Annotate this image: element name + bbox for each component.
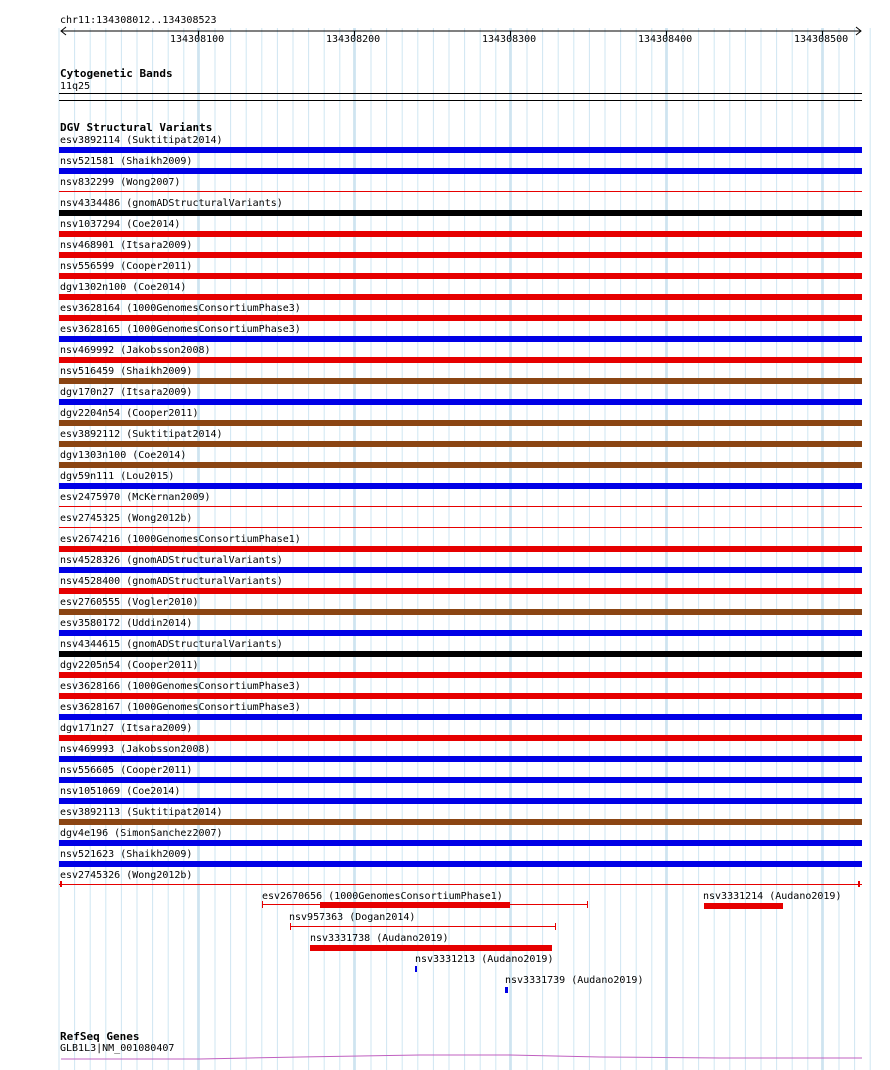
feature-label: nsv3331213 (Audano2019) — [415, 954, 554, 965]
variant-bar[interactable] — [59, 210, 862, 216]
feature-bar-nsv3331738[interactable] — [310, 945, 552, 951]
variant-label: nsv468901 (Itsara2009) — [60, 240, 193, 251]
variant-label: nsv1051069 (Coe2014) — [60, 786, 181, 797]
variant-bar[interactable] — [59, 462, 862, 468]
variant-bar[interactable] — [59, 231, 862, 237]
gene-model[interactable] — [0, 1050, 890, 1062]
variant-label: esv3628164 (1000GenomesConsortiumPhase3) — [60, 303, 301, 314]
variant-label: nsv4528400 (gnomADStructuralVariants) — [60, 576, 283, 587]
feature-label: nsv3331214 (Audano2019) — [703, 891, 842, 902]
variant-cap — [858, 881, 860, 887]
refseq-track-title[interactable]: RefSeq Genes — [60, 1030, 140, 1043]
variant-label: nsv556599 (Cooper2011) — [60, 261, 193, 272]
variant-bar[interactable] — [59, 672, 862, 678]
variant-bar[interactable] — [59, 714, 862, 720]
variant-bar[interactable] — [59, 294, 862, 300]
variant-bar[interactable] — [59, 798, 862, 804]
variant-label: esv2745325 (Wong2012b) — [60, 513, 193, 524]
variant-label: nsv521623 (Shaikh2009) — [60, 849, 193, 860]
feature-cap — [290, 923, 291, 930]
ruler-tick-label: 134308200 — [326, 34, 381, 45]
variant-label: nsv469992 (Jakobsson2008) — [60, 345, 211, 356]
cytoband-label: 11q25 — [60, 81, 91, 92]
variant-label: esv3580172 (Uddin2014) — [60, 618, 193, 629]
feature-label: esv2670656 (1000GenomesConsortiumPhase1) — [262, 891, 503, 902]
variant-bar[interactable] — [59, 399, 862, 405]
cytoband-track-title[interactable]: Cytogenetic Bands — [60, 67, 173, 80]
variant-label: esv3892112 (Suktitipat2014) — [60, 429, 223, 440]
variant-label: esv2475970 (McKernan2009) — [60, 492, 211, 503]
variant-label: dgv59n111 (Lou2015) — [60, 471, 175, 482]
feature-label: nsv957363 (Dogan2014) — [289, 912, 416, 923]
variant-label: dgv4e196 (SimonSanchez2007) — [60, 828, 223, 839]
feature-bar-nsv3331739[interactable] — [505, 987, 508, 993]
variant-label: nsv521581 (Shaikh2009) — [60, 156, 193, 167]
variant-label: esv3628165 (1000GenomesConsortiumPhase3) — [60, 324, 301, 335]
variant-label: nsv4334486 (gnomADStructuralVariants) — [60, 198, 283, 209]
variant-label: nsv832299 (Wong2007) — [60, 177, 181, 188]
variant-label: esv2760555 (Vogler2010) — [60, 597, 199, 608]
feature-cap — [587, 901, 588, 908]
variant-bar[interactable] — [59, 273, 862, 279]
dgv-track-title[interactable]: DGV Structural Variants — [60, 121, 213, 134]
variant-label: esv3628167 (1000GenomesConsortiumPhase3) — [60, 702, 301, 713]
variant-bar[interactable] — [59, 567, 862, 573]
variant-bar[interactable] — [59, 483, 862, 489]
variant-bar[interactable] — [59, 191, 862, 192]
track-divider — [59, 100, 862, 101]
variant-bar[interactable] — [59, 506, 862, 507]
variant-label: dgv1302n100 (Coe2014) — [60, 282, 187, 293]
ruler-axis — [0, 25, 890, 39]
variant-label: esv3892114 (Suktitipat2014) — [60, 135, 223, 146]
variant-bar[interactable] — [59, 357, 862, 363]
variant-bar[interactable] — [59, 693, 862, 699]
variant-bar[interactable] — [59, 441, 862, 447]
variant-label: esv2674216 (1000GenomesConsortiumPhase1) — [60, 534, 301, 545]
variant-bar[interactable] — [59, 884, 862, 885]
variant-label: nsv4344615 (gnomADStructuralVariants) — [60, 639, 283, 650]
feature-label: nsv3331738 (Audano2019) — [310, 933, 449, 944]
variant-bar[interactable] — [59, 252, 862, 258]
location-label: chr11:134308012..134308523 — [60, 15, 217, 26]
variant-label: dgv1303n100 (Coe2014) — [60, 450, 187, 461]
variant-label: nsv469993 (Jakobsson2008) — [60, 744, 211, 755]
ruler-tick-label: 134308400 — [638, 34, 693, 45]
variant-label: nsv4528326 (gnomADStructuralVariants) — [60, 555, 283, 566]
feature-bar-nsv3331214[interactable] — [704, 903, 783, 909]
ruler-tick-label: 134308100 — [170, 34, 225, 45]
variant-bar[interactable] — [59, 420, 862, 426]
variant-bar[interactable] — [59, 756, 862, 762]
variant-bar[interactable] — [59, 630, 862, 636]
cytoband-bar[interactable] — [59, 93, 862, 94]
variant-label: esv3892113 (Suktitipat2014) — [60, 807, 223, 818]
feature-line-nsv957363[interactable] — [290, 926, 556, 927]
variant-bar[interactable] — [59, 168, 862, 174]
variant-bar[interactable] — [59, 336, 862, 342]
variant-bar[interactable] — [59, 527, 862, 528]
variant-cap — [60, 881, 62, 887]
variant-label: nsv1037294 (Coe2014) — [60, 219, 181, 230]
variant-label: nsv556605 (Cooper2011) — [60, 765, 193, 776]
variant-label: esv2745326 (Wong2012b) — [60, 870, 193, 881]
feature-bar-nsv3331213[interactable] — [415, 966, 417, 972]
variant-bar[interactable] — [59, 819, 862, 825]
variant-bar[interactable] — [59, 378, 862, 384]
variant-bar[interactable] — [59, 777, 862, 783]
variant-bar[interactable] — [59, 546, 862, 552]
feature-bar-esv2670656[interactable] — [320, 902, 510, 908]
variant-bar[interactable] — [59, 588, 862, 594]
variant-bar[interactable] — [59, 840, 862, 846]
variant-label: dgv2204n54 (Cooper2011) — [60, 408, 199, 419]
feature-label: nsv3331739 (Audano2019) — [505, 975, 644, 986]
variant-bar[interactable] — [59, 861, 862, 867]
variant-bar[interactable] — [59, 147, 862, 153]
variant-bar[interactable] — [59, 735, 862, 741]
ruler-tick-label: 134308500 — [794, 34, 849, 45]
feature-cap — [262, 901, 263, 908]
variant-label: dgv170n27 (Itsara2009) — [60, 387, 193, 398]
feature-cap — [555, 923, 556, 930]
ruler-tick-label: 134308300 — [482, 34, 537, 45]
variant-label: esv3628166 (1000GenomesConsortiumPhase3) — [60, 681, 301, 692]
variant-label: dgv2205n54 (Cooper2011) — [60, 660, 199, 671]
variant-bar[interactable] — [59, 609, 862, 615]
gene-label: GLB1L3|NM_001080407 — [60, 1043, 175, 1054]
variant-bar[interactable] — [59, 315, 862, 321]
variant-bar[interactable] — [59, 651, 862, 657]
variant-label: nsv516459 (Shaikh2009) — [60, 366, 193, 377]
variant-label: dgv171n27 (Itsara2009) — [60, 723, 193, 734]
